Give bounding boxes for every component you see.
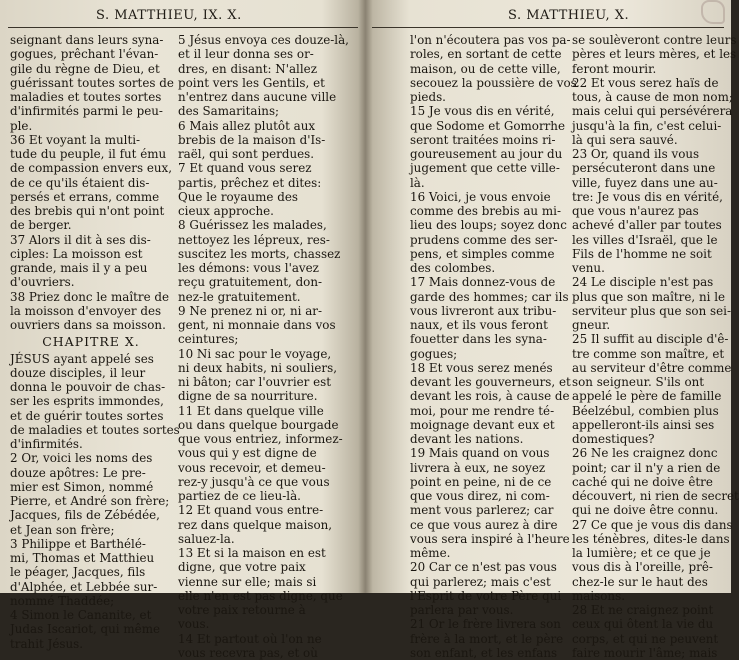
text-line: tude du peuple, il fut ému [10,147,167,161]
text-line: ville, fuyez dans une au- [572,175,718,190]
text-line: frère à la mort, et le père [410,631,564,646]
text-line: 3 Philippe et Barthélé- [10,536,146,551]
text-line: de berger. [10,218,72,233]
text-line: 5 Jésus envoya ces douze-là, [178,33,349,47]
text-line: des Samaritains; [178,104,280,119]
text-line: devant les gouverneurs, et [410,375,571,389]
text-line: 13 Et si la maison en est [178,546,326,560]
text-line: livrera à eux, ne soyez [410,460,546,475]
text-line: gent, ni monnaie dans vos [178,318,336,332]
text-line: chez-le sur le haut des [572,574,708,589]
text-line: de maladies et toutes sortes [10,422,180,437]
text-line: vous recevra pas, et où [178,645,318,660]
text-line: point; car il n'y a rien de [572,460,721,475]
text-line: ceux qui ôtent la vie du [572,617,714,632]
text-line: 4 Simon le Cananite, et [10,608,152,622]
text-line: vous sera inspiré à l'heure [410,531,570,546]
text-line: donna le pouvoir de chas- [10,380,166,394]
chapter-title: CHAPITRE X. [42,334,140,350]
text-line: son seigneur. S'ils ont [572,375,705,389]
text-line: feront mourir. [572,61,657,76]
text-block-after-chapter [10,351,180,651]
text-line: saluez-la. [178,531,235,546]
text-line: reçu gratuitement, don- [178,275,323,290]
text-line: nommé Thaddée; [10,593,115,608]
text-line: lieu des loups; soyez donc [410,218,567,233]
text-line: que vous entriez, informez- [178,432,343,446]
text-line: gile du règne de Dieu, et [10,61,160,76]
text-line: tre comme son maître, et [572,346,725,361]
text-line: mier est Simon, nommé [10,479,154,494]
text-line: appelleront-ils ainsi ses [572,417,715,432]
text-line: Judas Iscariot, qui même [10,622,161,637]
text-line: guérissant toutes sortes de [10,75,174,90]
text-line: des brebis qui n'ont point [10,204,165,218]
text-line: douze disciples, il leur [10,365,146,380]
text-line: ple. [10,118,33,133]
text-line: maladies et toutes sortes [10,90,162,104]
text-line: là qui sera sauvé. [572,132,678,147]
text-line: naux, et ils vous feront [410,318,548,332]
header-rule [372,27,724,28]
text-line: trahit Jésus. [10,636,84,651]
text-line: 7 Et quand vous serez [178,161,312,176]
text-line: ni deux habits, ni souliers, [178,360,338,375]
text-line: point vers les Gentils, et [178,75,325,90]
text-line: là. [410,175,425,190]
text-line: 26 Ne les craignez donc [572,446,718,461]
text-line: rez-y jusqu'à ce que vous [178,474,330,489]
text-line: des colombes. [410,261,496,275]
text-line: qui ne doive être connu. [572,503,719,518]
text-line: gogues, prêchant l'évan- [10,47,159,62]
text-line: ou dans quelque bourgade [178,417,339,432]
text-line: nez-le gratuitement. [178,289,301,304]
text-line: venu. [572,261,605,275]
text-line: prudens comme des ser- [410,232,558,247]
text-line: et il leur donna ses or- [178,47,314,62]
text-line: pieds. [410,90,446,104]
text-line: 18 Et vous serez menés [410,360,553,375]
text-line: 19 Mais quand on vous [410,446,550,461]
text-line: de ce qu'ils étaient dis- [10,175,150,190]
text-line: d'infirmités. [10,437,83,451]
text-line: grande, mais il y a peu [10,261,148,275]
text-line: maisons. [572,588,625,603]
text-line: fouetter dans les syna- [410,332,547,347]
text-line: elle n'en est pas digne, que [178,588,343,603]
text-line: l'on n'écoutera pas vos pa- [410,33,571,47]
text-line: 15 Je vous dis en vérité, [410,104,555,119]
text-line: JÉSUS ayant appelé ses [10,351,154,366]
text-line: caché qui ne doive être [572,474,713,489]
text-line: au serviteur d'être comme [572,360,732,375]
text-line: d'ouvriers. [10,275,75,290]
text-block-before-chapter [10,33,172,332]
text-line: qui parlerez; mais c'est [410,574,551,589]
text-line: tous, à cause de mon nom; [572,90,733,104]
text-line: 8 Guérissez les malades, [178,218,327,233]
text-line: son enfant, et les enfans [410,645,558,660]
text-line: n'entrez dans aucune ville [178,90,337,104]
text-line: moi, pour me rendre té- [410,403,555,418]
page-corner-mark [701,0,725,24]
text-line: d'Alphée, et Lebbée sur- [10,579,158,594]
right-column-2 [572,33,739,660]
text-line: de compassion envers eux, [10,161,173,176]
text-line: Que le royaume des [178,189,298,204]
text-line: que vous n'aurez pas [572,204,699,218]
text-line: 25 Il suffit au disciple d'ê- [572,332,729,347]
text-line: brebis de la maison d'Is- [178,132,326,147]
text-line: jugement que cette ville- [410,161,560,176]
text-line: ce que vous aurez à dire [410,517,558,532]
left-column-2 [178,33,356,660]
text-line: faire mourir l'âme; mais [572,645,718,660]
right-page [368,0,739,660]
text-line: 11 Et dans quelque ville [178,403,324,418]
text-line: partiez de ce lieu-là. [178,489,301,503]
text-line: domestiques? [572,432,655,446]
text-line: 37 Alors il dit à ses dis- [10,232,151,247]
text-line: la lumière; et ce que je [572,546,711,560]
text-line: les villes d'Israël, que le [572,232,718,247]
text-line: parlera par vous. [410,603,514,617]
text-line: 38 Priez donc le maître de [10,289,170,304]
text-line: vous recevoir, et demeu- [178,460,326,475]
text-line: 9 Ne prenez ni or, ni ar- [178,303,323,318]
text-line: plus que son maître, ni le [572,289,726,304]
text-line: vous qui y est digne de [178,446,317,461]
text-line: 22 Et vous serez haïs de [572,75,719,90]
text-line: persécuteront dans une [572,161,716,176]
text-line: nettoyez les lépreux, res- [178,232,330,247]
text-line: suscitez les morts, chassez [178,246,341,261]
text-line: garde des hommes; car ils [410,289,569,304]
text-line: 20 Car ce n'est pas vous [410,560,557,575]
text-line: comme des brebis au mi- [410,204,561,218]
text-line: secouez la poussière de vos [410,75,577,90]
text-line: les ténèbres, dites-le dans [572,531,730,546]
text-line: gogues; [410,346,458,361]
text-line: achevé d'aller par toutes [572,218,722,233]
text-line: vienne sur elle; mais si [178,574,317,589]
left-page [0,0,364,660]
text-line: 28 Et ne craignez point [572,603,714,617]
text-line: pères et leurs mères, et les [572,47,737,62]
text-line: moignage devant eux et [410,417,555,432]
text-line: 27 Ce que je vous dis dans [572,517,733,532]
text-line: pens, et simples comme [410,246,555,261]
text-line: appelé le père de famille [572,389,722,404]
text-line: corps, et qui ne peuvent [572,631,719,646]
text-line: seignant dans leurs syna- [10,33,164,47]
text-line: serviteur plus que son sei- [572,303,731,318]
text-line: gneur. [572,318,611,332]
text-line: 36 Et voyant la multi- [10,132,141,147]
left-column-1 [10,33,180,651]
text-line: même. [410,546,451,560]
text-line: raël, qui sont perdues. [178,147,315,161]
text-line: 24 Le disciple n'est pas [572,275,714,290]
text-line: Jacques, fils de Zébédée, [10,508,160,523]
text-line: partis, prêchez et dites: [178,175,322,190]
text-line: ceintures; [178,332,239,347]
text-line: tre: Je vous dis en vérité, [572,189,723,204]
text-line: 6 Mais allez plutôt aux [178,118,316,133]
text-line: persés et errans, comme [10,189,160,204]
header-rule [8,27,358,28]
text-line: Pierre, et André son frère; [10,494,170,508]
text-line: devant les nations. [410,432,524,446]
text-line: mi, Thomas et Matthieu [10,551,155,565]
text-line: cieux approche. [178,204,274,218]
text-line: et Jean son frère; [10,522,115,537]
text-line: Fils de l'homme ne soit [572,246,712,261]
text-line: 16 Voici, je vous envoie [410,189,551,204]
text-line: 14 Et partout où l'on ne [178,631,322,646]
text-line: les démons: vous l'avez [178,261,319,275]
text-line: ciples: La moisson est [10,246,143,261]
text-line: 2 Or, voici les noms des [10,451,153,466]
text-line: 10 Ni sac pour le voyage, [178,346,332,361]
text-line: roles, en sortant de cette [410,47,562,62]
text-line: goureusement au jour du [410,147,563,161]
text-line: rez dans quelque maison, [178,517,333,532]
text-line: 23 Or, quand ils vous [572,147,700,161]
text-line: 12 Et quand vous entre- [178,503,324,518]
text-line: vous livreront aux tribu- [410,303,557,318]
text-line: seront traitées moins ri- [410,132,556,147]
right-column-1 [410,33,577,660]
text-line: devant les rois, à cause de [410,389,570,404]
text-line: maison, ou de cette ville, [410,61,561,76]
text-line: d'infirmités parmi le peu- [10,104,163,119]
text-line: digne de sa nourriture. [178,389,318,404]
text-line: 17 Mais donnez-vous de [410,275,556,290]
text-line: Béelzébul, combien plus [572,403,719,418]
text-line: point en peine, ni de ce [410,474,552,489]
text-line: que Sodome et Gomorrhe [410,118,566,133]
text-line: vous. [178,617,210,632]
text-line: l'Esprit de votre Père qui [410,588,562,603]
text-line: vous dis à l'oreille, prê- [572,560,713,575]
text-line: 21 Or le frère livrera son [410,617,561,632]
page-header: S. MATTHIEU, IX. X. [96,8,242,23]
text-line: jusqu'à la fin, c'est celui- [572,118,722,133]
text-line: découvert, ni rien de secret [572,489,739,503]
text-line: ment vous parlerez; car [410,503,554,518]
text-line: ni bâton; car l'ouvrier est [178,375,332,389]
text-line: digne, que votre paix [178,560,306,575]
text-line: et de guérir toutes sortes [10,408,164,423]
text-line: ser les esprits immondes, [10,394,164,409]
text-line: votre paix retourne à [178,603,306,617]
page-header: S. MATTHIEU, X. [508,8,630,23]
text-line: le péager, Jacques, fils [10,565,146,580]
text-line: dres, en disant: N'allez [178,61,317,76]
text-line: que vous direz, ni com- [410,489,550,503]
text-line: ouvriers dans sa moisson. [10,318,166,332]
text-line: la moisson d'envoyer des [10,303,162,318]
text-line: douze apôtres: Le pre- [10,465,146,480]
text-line: mais celui qui persévérera [572,104,733,119]
text-line: se soulèveront contre leurs [572,33,737,47]
